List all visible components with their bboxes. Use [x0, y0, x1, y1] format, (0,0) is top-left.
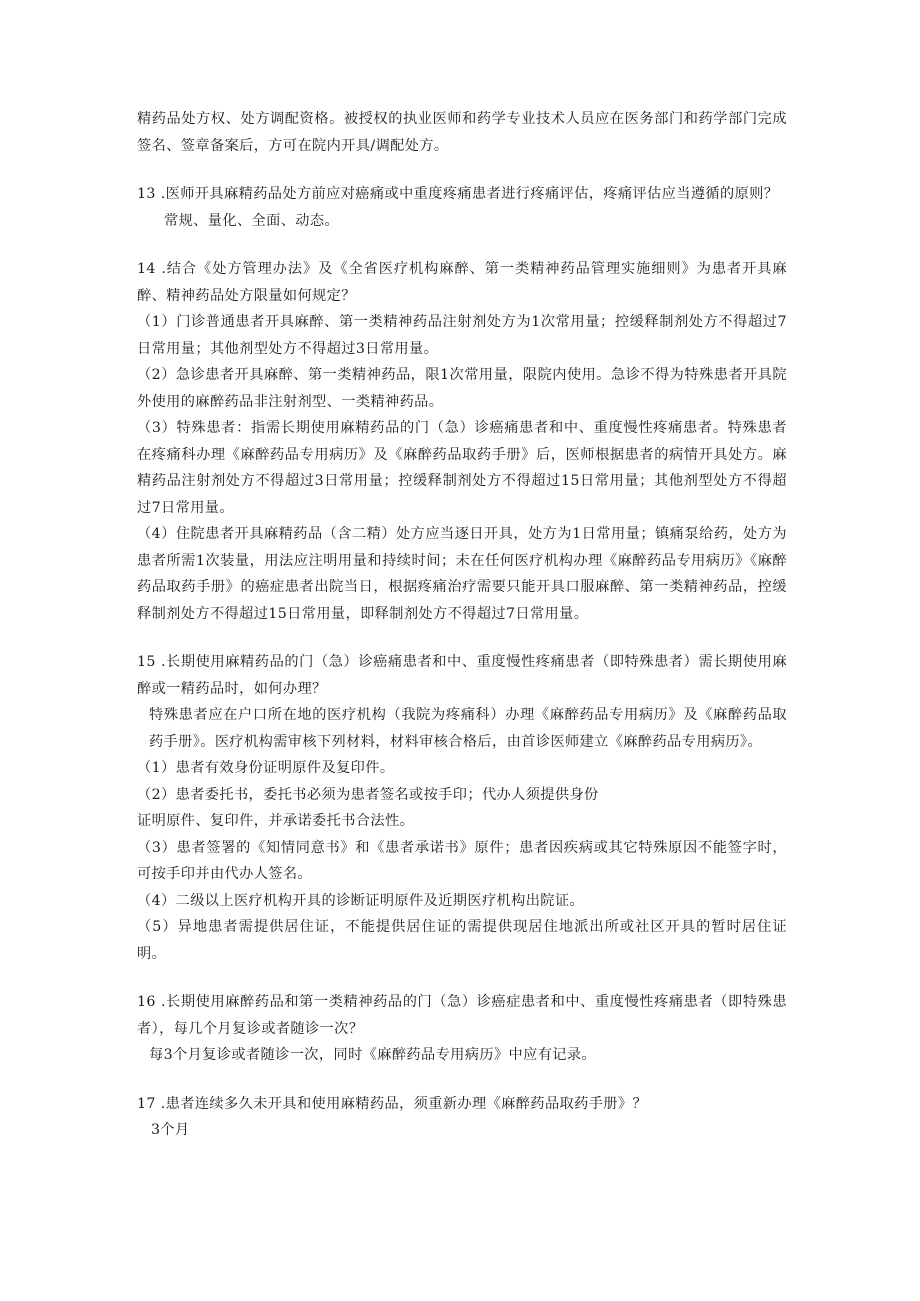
- question-17-answer: 3个月: [151, 1122, 190, 1138]
- question-14-item-1: （1）门诊普通患者开具麻醉、第一类精神药品注射剂处方为1次常用量；控缓释制剂处方不得超过7日常用量；其他剂型处方不得超过3日常用量。: [137, 314, 787, 357]
- question-13-title: 13 .医师开具麻精药品处方前应对癌痛或中重度疼痛患者进行疼痛评估，疼痛评估应当遵循的原则？: [137, 186, 779, 202]
- question-14-item-2: （2）急诊患者开具麻醉、第一类精神药品，限1次常用量，限院内使用。急诊不得为特殊患者开具院外使用的麻醉药品非注射剂型、一类精神药品。: [137, 367, 787, 410]
- question-15-item-1: （1）患者有效身份证明原件及复印件。: [137, 760, 395, 776]
- question-14: [137, 256, 787, 627]
- question-13: [137, 181, 787, 234]
- question-16: [137, 989, 787, 1069]
- question-17-title: 17 .患者连续多久未开具和使用麻精药品，须重新办理《麻醉药品取药手册》？: [137, 1095, 648, 1112]
- question-13-answer: 常规、量化、全面、动态。: [164, 212, 340, 229]
- question-15-answer: 特殊患者应在户口所在地的医疗机构（我院为疼痛科）办理《麻醉药品专用病历》及《麻醉药品取药手册》。医疗机构需审核下列材料，材料审核合格后，由首诊医师建立《麻醉药品专用病历》。: [149, 707, 787, 750]
- question-15-item-2-cont: 证明原件、复印件，并承诺委托书合法性。: [137, 813, 415, 829]
- intro-paragraph: 精药品处方权、处方调配资格。被授权的执业医师和药学专业技术人员应在医务部门和药学部门完成签名、签章备案后，方可在院内开具/调配处方。: [137, 111, 787, 154]
- document-body: [137, 106, 787, 1144]
- question-14-item-4: （4）住院患者开具麻精药品（含二精）处方应当逐日开具，处方为1日常用量；镇痛泵给药，处方为患者所需1次装量，用法应注明用量和持续时间；未在任何医疗机构办理《麻醉药品专用病历》《麻醉药品取药手册》的癌症患者出院当日，根据疼痛治疗需要只能开具口服麻醉、第一类精神药品，控缓释制剂处方不得超过15日常用量，即释制剂处方不得超过7日常用量。: [137, 526, 787, 622]
- question-15-item-3: （3）患者签署的《知情同意书》和《患者承诺书》原件；患者因疾病或其它特殊原因不能签字时，可按手印并由代办人签名。: [137, 839, 787, 882]
- question-15: [137, 649, 787, 967]
- question-14-item-3: （3）特殊患者：指需长期使用麻精药品的门（急）诊癌痛患者和中、重度慢性疼痛患者。特殊患者在疼痛科办理《麻醉药品专用病历》及《麻醉药品取药手册》后，医师根据患者的病情开具处方。麻精药品注射剂处方不得超过3日常用量；控缓释制剂处方不得超过15日常用量；其他剂型处方不得超过7日常用量。: [137, 420, 787, 516]
- question-15-item-2: （2）患者委托书，委托书必须为患者签名或按手印；代办人须提供身份: [137, 786, 599, 803]
- question-16-answer: 每3个月复诊或者随诊一次，同时《麻醉药品专用病历》中应有记录。: [149, 1047, 597, 1063]
- question-15-item-5: （5）异地患者需提供居住证，不能提供居住证的需提供现居住地派出所或社区开具的暂时居住证明。: [137, 919, 787, 962]
- question-16-title: 16 .长期使用麻醉药品和第一类精神药品的门（急）诊癌症患者和中、重度慢性疼痛患者（即特殊患者），每几个月复诊或者随诊一次？: [137, 994, 787, 1037]
- question-15-title: 15 .长期使用麻精药品的门（急）诊癌痛患者和中、重度慢性疼痛患者（即特殊患者）需长期使用麻醉或一精药品时，如何办理？: [137, 654, 787, 697]
- question-15-item-4: （4）二级以上医疗机构开具的诊断证明原件及近期医疗机构出院证。: [137, 892, 585, 909]
- question-17: [137, 1091, 787, 1144]
- question-14-title: 14 .结合《处方管理办法》及《全省医疗机构麻醉、第一类精神药品管理实施细则》为患者开具麻醉、精神药品处方限量如何规定？: [137, 261, 787, 304]
